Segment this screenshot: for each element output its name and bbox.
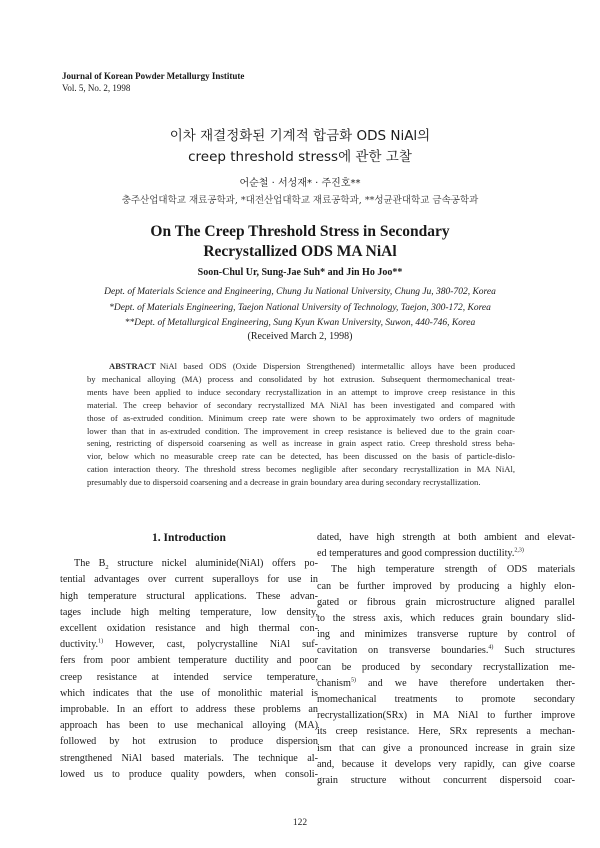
body-line: followed by hot extrusion to produce dispersion: [60, 736, 318, 748]
korean-title: [0, 126, 600, 168]
paper-title-line2: Recrystallized ODS MA NiAl: [203, 243, 397, 260]
body-line: ductivity.$^{1)}$ However, cast, polycrystalline NiAl suf-: [60, 638, 318, 651]
body-line: grain structure without concurrent dispersoid coar-: [317, 775, 575, 787]
right-column: [317, 530, 575, 789]
body-line: its creep resistance. Here, SRx represents a mechan-: [317, 726, 575, 738]
abstract-line: cation interaction theory. The threshold stress becomes negligible after secondary recrystallization in MA NiAl,: [87, 464, 515, 475]
body-line: momechanical treatments to promote secondary: [317, 694, 575, 706]
abstract-line: ments have been applied to induce secondary recrystallization in an attempt to improve creep resistance in this: [87, 386, 515, 397]
abstract-line: presumably due to dispersoid coarsening and a decrease in grain boundary area during secondary recrystallization.: [87, 477, 481, 488]
author-list: Soon-Chul Ur, Sung-Jae Suh* and Jin Ho Joo**: [197, 267, 403, 278]
received-date: (Received March 2, 1998): [247, 331, 353, 342]
body-line: can be further improved by producing a highly elon-: [317, 580, 575, 592]
abstract-line: vior, below which no measurable creep rate can be detected, has been discussed on the basis of particle-dislo-: [87, 451, 515, 462]
body-line: high temperature structural applications. These advan-: [60, 590, 318, 602]
paper-title-line1: On The Creep Threshold Stress in Secondary: [150, 223, 450, 240]
body-line: cavitation on transverse boundaries.$^{4)}$ Such structures: [317, 645, 575, 657]
journal-volume: Vol. 5, No. 2, 1998: [62, 83, 131, 93]
abstract: [87, 360, 515, 489]
korean-title-line1: 이차 재결정화된 기계적 합금화 ODS NiAl의: [169, 128, 431, 144]
body-line: which indicates that the use of monolithic material is: [60, 687, 318, 699]
body-line: ing and minimizes transverse rupture by control of: [317, 629, 575, 641]
body-line: fers from poor ambient temperature ductility and poor: [60, 655, 318, 667]
abstract-label: ABSTRACT: [109, 361, 156, 371]
body-line: tential advantages over current superalloys for use in: [60, 574, 318, 586]
body-line: ism that can give a pronounced increase in grain size: [317, 742, 575, 754]
body-line: and, because it develops very rapidly, can give coarse: [317, 758, 575, 770]
left-column: [60, 530, 318, 783]
body-line: improbable. In an effort to address these problems an: [60, 704, 318, 716]
body-line: strengthened NiAl based materials. The technique al-: [60, 752, 318, 764]
body-line: The high temperature strength of ODS materials: [331, 564, 575, 576]
abstract-line: by mechanical alloying (MA) process and consolidated by hot extrusion. Subsequent thermomechanical treat-: [87, 373, 515, 384]
abstract-line: lower than that in as-extruded condition. The improvement in creep resistance is believed due to the grain coar-: [87, 425, 515, 436]
abstract-line: NiAl based ODS (Oxide Dispersion Strengthened) intermetallic alloys have been produced: [159, 361, 515, 371]
body-line: to the stress axis, which reduces grain boundary slid-: [317, 613, 575, 625]
body-line: chanism$^{5)}$ and we have therefore undertaken ther-: [317, 677, 575, 689]
affiliations: [0, 285, 600, 332]
body-line: can be produced by secondary recrystallization me-: [317, 661, 575, 673]
body-line: tages include high melting temperature, low density,: [60, 606, 318, 618]
korean-affiliation: 충주산업대학교 재료공학과, *대전산업대학교 재료공학과, **성균관대학교 금속공학과: [121, 195, 479, 206]
section-heading: 1. Introduction: [152, 532, 226, 544]
body-line: recrystallization(SRx) in MA NiAl to further improve: [317, 710, 575, 722]
abstract-line: those of as-extruded condition. Minimum creep rate were shown to be approximately two orders of magnitude: [87, 412, 515, 423]
body-line: creep resistance at intended service temperature,: [60, 671, 318, 683]
abstract-line: sening, restricting of dispersoid coarsening as well as increase in grain aspect ratio. Creep threshold stress beha-: [87, 438, 515, 449]
abstract-line: material. The creep behavior of secondary recrystallized MA NiAl has been investigated and compared with: [87, 399, 515, 410]
body-line: The $B_2$ structure nickel aluminide(NiAl) offers po-: [74, 558, 318, 572]
paper-title: [0, 222, 600, 262]
journal-header: [62, 70, 244, 94]
affiliation-3: **Dept. of Metallurgical Engineering, Sung Kyun Kwan University, Suwon, 440-746, Korea: [124, 318, 476, 328]
journal-name: Journal of Korean Powder Metallurgy Institute: [62, 71, 245, 81]
body-line: dated, have high strength at both ambient and elevat-: [317, 532, 575, 543]
body-line: ed temperatures and good compression ductility.$^{2,3)}$: [317, 547, 524, 560]
page-number: 122: [292, 818, 308, 828]
body-line: excellent oxidation resistance and high thermal con-: [60, 623, 318, 635]
affiliation-1: Dept. of Materials Science and Engineering, Chung Ju National University, Chung Ju, 380-702, Korea: [104, 287, 496, 297]
korean-authors: 어순철 · 서성재* · 주진호**: [239, 178, 361, 189]
body-line: approach has been to use mechanical alloying (MA): [60, 720, 318, 732]
affiliation-2: *Dept. of Materials Engineering, Taejon National University of Technology, Taejon, 300-172, Korea: [109, 302, 491, 313]
body-line: gated or fibrous grain microstructure aligned parallel: [317, 596, 575, 608]
korean-title-line2: creep threshold stress에 관한 고찰: [188, 149, 412, 165]
body-line: lowed us to produce quality powders, when consoli-: [60, 768, 318, 780]
